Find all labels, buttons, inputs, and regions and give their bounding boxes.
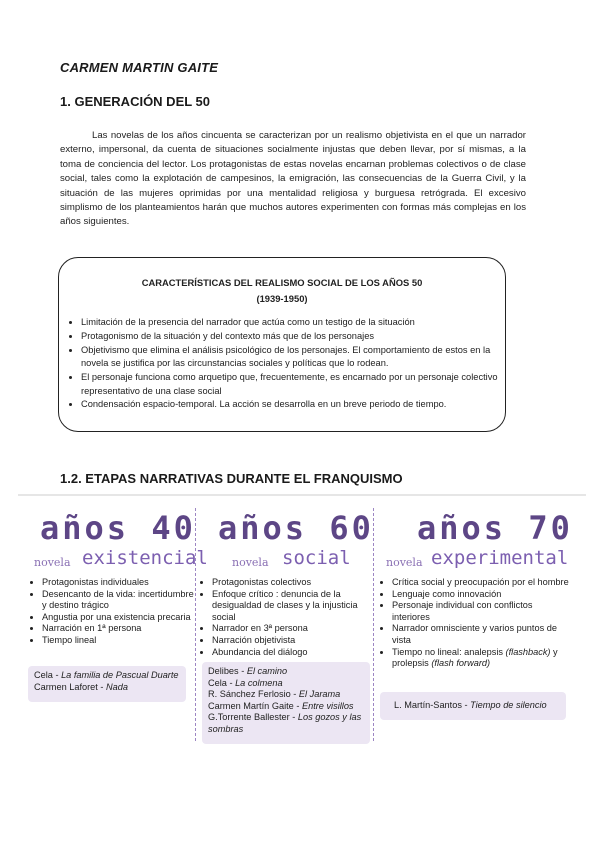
list-item: • Narrador omnisciente y varios puntos de vista [392,623,570,646]
author-name: L. Martín-Santos - [394,700,471,710]
list-item: • El personaje funciona como arquetipo que, frecuentemente, es encarnado por un personaje colectivo representativo de una clase social [81,371,511,398]
stage-type-existencial: existencial [82,547,208,569]
author-line [394,700,560,712]
author-name: Carmen Martín Gaite - [208,700,302,711]
work-title: El camino [246,666,288,676]
authors-box-70 [380,692,566,720]
author-line [34,670,180,682]
stage-type-social: social [282,547,351,569]
authors-box-60 [202,662,370,744]
author-line [208,689,364,701]
author-line [208,724,364,736]
box-subtitle: (1939-1950) [256,293,308,304]
list-item: • Crítica social y preocupación por el hombre [392,577,570,589]
author-line [208,666,364,678]
list-item: • Narración en 1ª persona [42,623,197,635]
stage-type-experimental: experimental [431,547,569,569]
section-heading-generacion-50: 1. GENERACIÓN DEL 50 [60,94,211,109]
section-divider [18,494,586,496]
bullet-term: (flash forward) [431,658,491,669]
list-item: • Protagonistas individuales [42,577,197,589]
author-name: Delibes - [208,666,247,676]
work-title: La colmena [235,677,283,688]
work-title: sombras [208,723,244,734]
list-item: • Condensación espacio-temporal. La acción se desarrolla en un breve periodo de tiempo. [81,398,511,411]
work-title: Tiempo de silencio [470,700,547,710]
authors-box-40 [28,666,186,702]
list-item: • Narración objetivista [212,635,377,647]
work-title: Entre visillos [301,700,354,711]
work-title: Los gozos y las [297,712,362,723]
list-item: • Tiempo lineal [42,635,197,647]
list-item: • Personaje individual con conflictos interiores [392,600,570,623]
author-line [208,712,364,724]
stage-features-60 [200,577,377,658]
decade-heading-70: años 70 [417,509,573,547]
section-heading-etapas: 1.2. ETAPAS NARRATIVAS DURANTE EL FRANQUISMO [60,471,403,486]
work-title: El Jarama [298,689,341,700]
novela-label: novela [232,556,269,569]
list-item: • Angustia por una existencia precaria [42,612,197,624]
author-name: Cela - [208,677,236,688]
box-title: CARACTERÍSTICAS DEL REALISMO SOCIAL DE LOS AÑOS 50 [141,277,423,288]
list-item: • Protagonistas colectivos [212,577,377,589]
list-item: • Lenguaje como innovación [392,589,570,601]
author-name: Carmen Laforet - [34,681,106,692]
novela-label: novela [34,556,71,569]
list-item: • Protagonismo de la situación y del contexto más que de los personajes [81,330,511,343]
author-name: G.Torrente Ballester - [208,712,298,723]
intro-paragraph: Las novelas de los años cincuenta se caracterizan por un realismo objetivista en el que un narrador externo, impersonal, da cuenta de situaciones socialmente injustas que deben llevar, por sí mismas, a la toma de conciencia del lector. Los protagonistas de estas novelas encarnan problemas colectivos o de clase social, tales como la explotación de campesinos, la emigración, las consecuencias de la Guerra Civil, y la situación de las mujeres oprimidas por una mentalidad religiosa y burguesa retrógrada. El excesivo simplismo de los planteamientos harán que muchos autores experimenten con formas más complejas en los años siguientes. [60,130,526,228]
list-item [392,647,570,670]
author-name: R. Sánchez Ferlosio - [208,689,299,700]
author-line [34,682,180,694]
author-name: Cela - [34,670,62,680]
work-title: La familia de Pascual Duarte [61,670,179,680]
stage-features-40 [30,577,197,647]
author-title: CARMEN MARTIN GAITE [60,60,219,75]
author-line [208,701,364,713]
bullet-text: Tiempo no lineal: analepsis [392,646,506,657]
characteristics-list [65,316,511,412]
bullet-text: y prolepsis [392,646,558,669]
novela-label: novela [386,556,423,569]
list-item: • Enfoque crítico : denuncia de la desigualdad de clases y la injusticia social [212,589,377,624]
list-item: • Abundancia del diálogo [212,647,377,659]
characteristics-box [58,257,506,432]
list-item: • Limitación de la presencia del narrador que actúa como un testigo de la situación [81,316,511,329]
work-title: Nada [106,681,128,692]
list-item: • Narrador en 3ª persona [212,623,377,635]
bullet-term: (flashback) [505,646,551,657]
decade-heading-40: años 40 [40,509,196,547]
list-item: • Objetivismo que elimina el análisis psicológico de los personajes. El comportamiento de estos en la novela se justifica por las circunstancias sociales y políticas que lo rodean. [81,344,511,371]
stage-features-70 [380,577,570,670]
author-line [208,678,364,690]
decade-heading-60: años 60 [218,509,374,547]
list-item: • Desencanto de la vida: incertidumbre y destino trágico [42,589,197,612]
